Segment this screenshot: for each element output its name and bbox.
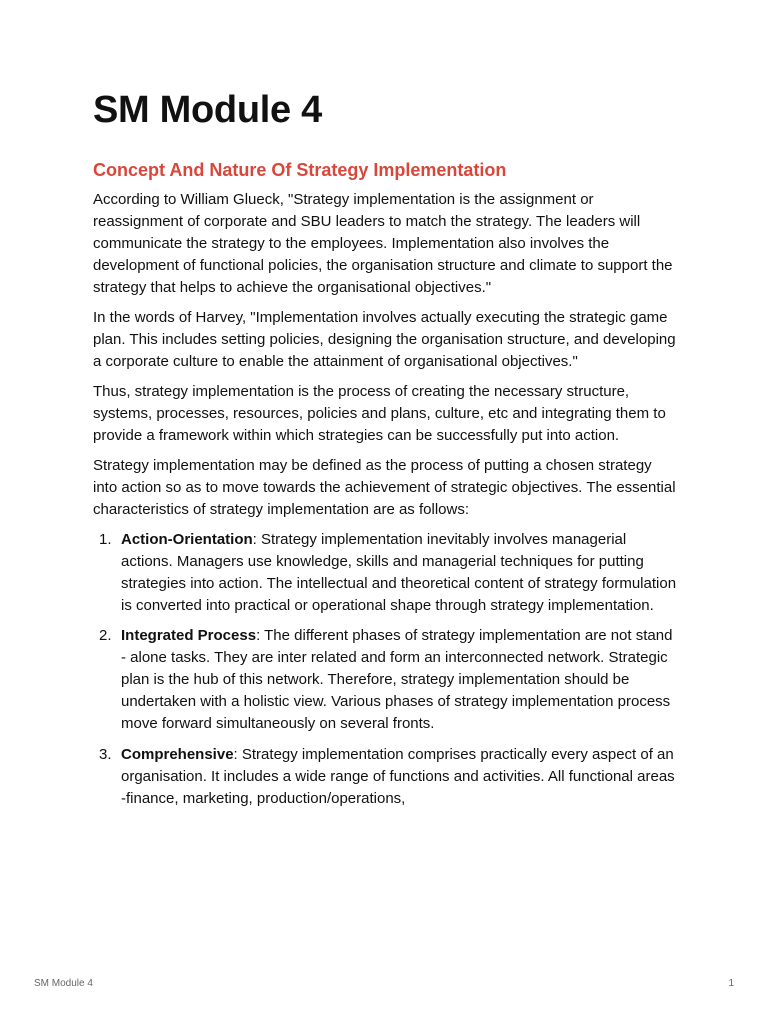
- page-title: SM Module 4: [93, 89, 322, 131]
- document-content: [93, 87, 679, 818]
- paragraph-harvey: In the words of Harvey, "Implementation involves actually executing the strategic game plan. This includes setting policies, designing the organisation structure, and developing a corporate culture to enable the attainment of organisational objectives.": [93, 309, 676, 370]
- list-number: 1.: [99, 531, 112, 548]
- list-item-action-orientation: [93, 529, 679, 617]
- list-item-comprehensive: [93, 744, 679, 810]
- list-text: Strategy implementation inevitably involves managerial actions. Managers use knowledge, skills and managerial techniques for putting strategies into action. The intellectual and theoretical content of strategy formulation is converted into practical or operational shape through strategy implementation.: [121, 531, 677, 614]
- list-separator: :: [252, 531, 257, 548]
- list-separator: :: [256, 627, 261, 644]
- paragraph-definition: Strategy implementation may be defined as the process of putting a chosen strategy into action so as to move towards the achievement of strategic objectives. The essential characteristics of strategy implementation are as follows:: [93, 457, 676, 518]
- list-text: The different phases of strategy implementation are not stand - alone tasks. They are inter related and form an interconnected network. Strategic plan is the hub of this network. Therefore, strategy implementation should be undertaken with a holistic view. Various phases of strategy implementation process move forward simultaneously on several fronts.: [121, 627, 673, 732]
- section-heading: Concept And Nature Of Strategy Implementation: [93, 160, 507, 180]
- list-separator: :: [233, 746, 238, 763]
- list-item-integrated-process: [93, 625, 679, 735]
- list-number: 2.: [99, 627, 112, 644]
- list-term: Integrated Process: [121, 627, 257, 644]
- list-text: Strategy implementation comprises practically every aspect of an organisation. It includes a wide range of functions and activities. All functional areas -finance, marketing, production/operations,: [121, 746, 675, 807]
- page-number: 1: [728, 978, 734, 989]
- list-term: Action-Orientation: [121, 531, 253, 548]
- list-number: 3.: [99, 746, 112, 763]
- footer-title: SM Module 4: [34, 978, 93, 989]
- paragraph-thus: Thus, strategy implementation is the process of creating the necessary structure, systems, processes, resources, policies and plans, culture, etc and integrating them to provide a framework within which strategies can be successfully put into action.: [93, 383, 666, 444]
- characteristics-list: [93, 529, 679, 810]
- list-term: Comprehensive: [121, 746, 234, 763]
- paragraph-william-glueck: According to William Glueck, "Strategy implementation is the assignment or reassignment of corporate and SBU leaders to match the strategy. The leaders will communicate the strategy to the employees. Implementation also involves the development of functional policies, the organisation structure and climate to support the strategy that helps to achieve the organisational objectives.": [93, 191, 673, 296]
